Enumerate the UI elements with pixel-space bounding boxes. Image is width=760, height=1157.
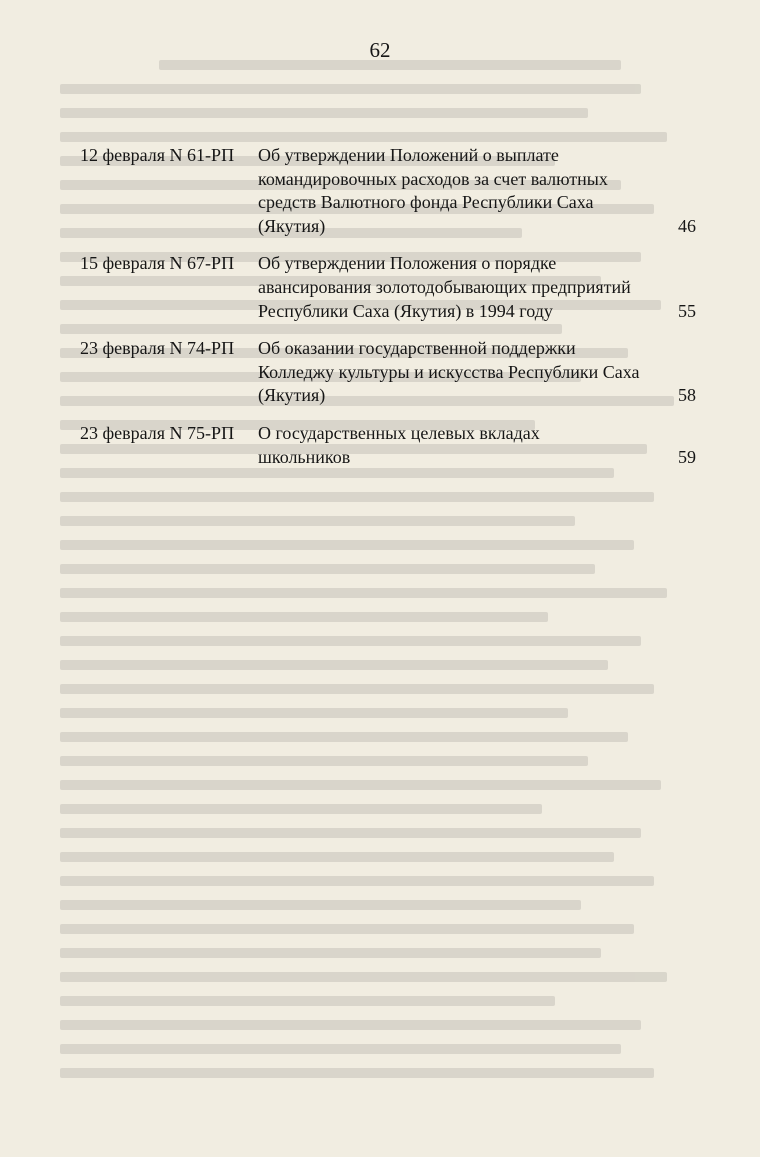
entry-title-line: Республики Саха (Якутия) в 1994 году — [258, 300, 553, 321]
page-number: 62 — [369, 38, 391, 62]
entry-title-line: Об оказании государственной поддержки — [258, 338, 576, 359]
entry-page: 58 — [678, 385, 696, 406]
toc-entry — [80, 252, 696, 323]
entry-title-line: школьников — [258, 446, 351, 467]
entry-page: 55 — [678, 300, 696, 321]
entry-title-line: О государственных целевых вкладах — [258, 422, 540, 443]
entry-title — [258, 422, 668, 469]
entry-page: 46 — [678, 215, 696, 236]
toc-entry — [80, 337, 696, 408]
entry-title-line: Об утверждении Положений о выплате — [258, 145, 559, 165]
entry-title-line: (Якутия) — [258, 385, 326, 406]
entry-date: 23 февраля N 75-РП — [80, 422, 235, 443]
entry-title-line: Об утверждении Положения о порядке — [258, 253, 557, 274]
entry-title — [258, 252, 668, 323]
toc-entry — [80, 422, 696, 469]
entry-title — [258, 337, 668, 408]
entry-title-line: (Якутия) — [258, 215, 326, 236]
toc-entry — [80, 144, 696, 238]
entry-title-line: средств Валютного фонда Республики Саха — [258, 192, 594, 213]
entry-date: 12 февраля N 61-РП — [80, 145, 235, 165]
entry-title — [258, 144, 668, 238]
entry-date: 23 февраля N 74-РП — [80, 338, 235, 359]
entry-date: 15 февраля N 67-РП — [80, 253, 235, 274]
entry-title-line: командировочных расходов за счет валютных — [258, 168, 608, 189]
entry-page: 59 — [678, 446, 696, 467]
entry-title-line: авансирования золотодобывающих предприятий — [258, 276, 631, 297]
entry-title-line: Колледжу культуры и искусства Республики Саха — [258, 361, 640, 382]
table-of-contents — [80, 144, 696, 483]
